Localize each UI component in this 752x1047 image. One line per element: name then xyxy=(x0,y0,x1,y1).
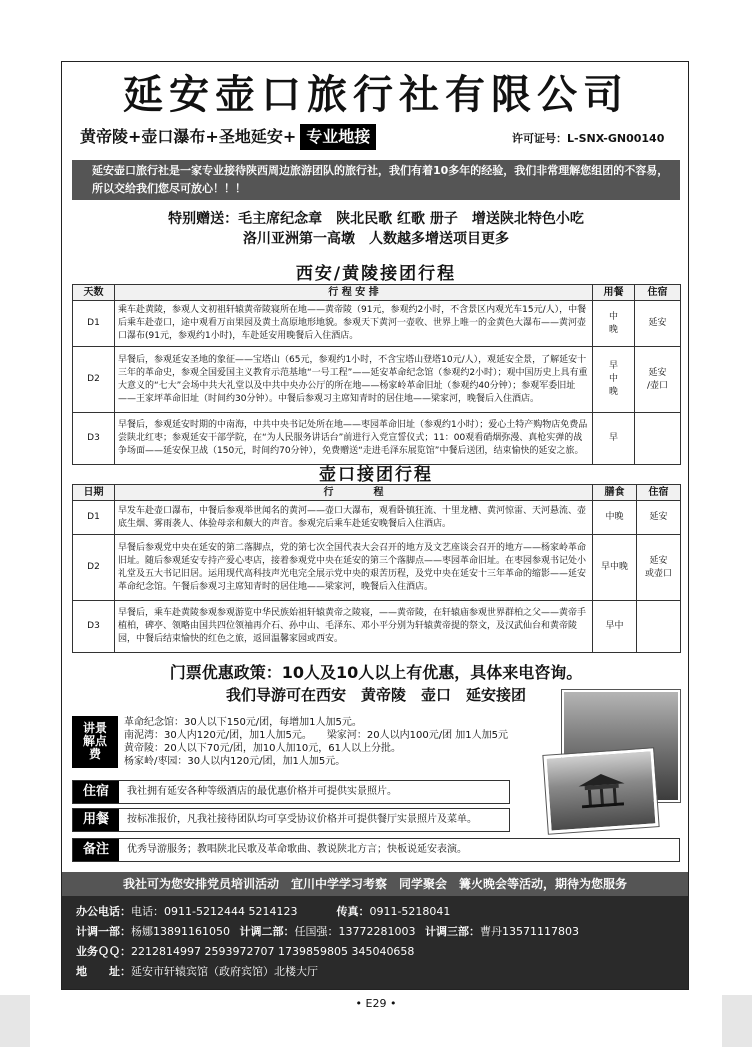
table-row xyxy=(73,413,681,465)
service-remarks xyxy=(72,838,680,862)
service-text: 优秀导游服务；教唱陕北民歌及革命歌曲、教说陕北方言；快板说延安表演。 xyxy=(127,844,467,855)
meal-cell: 早 xyxy=(593,413,635,465)
col-meal: 膳食 xyxy=(593,485,637,501)
table-row xyxy=(73,501,681,535)
col-stay: 住宿 xyxy=(635,285,681,301)
qq-label: 业务ＱＱ： xyxy=(76,945,131,958)
page-frame xyxy=(61,61,689,990)
fee-line: 南泥湾：30人内120元/团，加1人加5元。 梁家河：20人以内100元/团 加1人加5元 xyxy=(124,730,508,741)
ticket-policy: 门票优惠政策：10人及10人以上有优惠，具体来电咨询。 xyxy=(169,663,583,682)
day-cell: D2 xyxy=(73,535,115,601)
stay-cell: 延安 或壶口 xyxy=(637,535,681,601)
meal-cell: 早中晚 xyxy=(593,535,637,601)
col-route: 行 程 xyxy=(115,485,593,501)
route-subtitle xyxy=(80,124,376,150)
schedule-cell: 早餐后，参观延安圣地的象征——宝塔山（65元，参观约1小时，不含宝塔山登塔10元/人），观延安全景，了解延安十三年的革命史，参观全国爱国主义教育示范基地“一号工程”——延安革命纪念馆（参观约2小时）；观中国历史上具有重大意义的“七大”会场中共大礼堂以及中共中央办公厅的所在地——杨家岭革命旧址（参观约40分钟）；参观军委旧址——王家坪革命旧址（时间约30分钟）。中餐后参观习主席知青时的居住地——梁家河，晚餐后入住酒店。 xyxy=(115,347,593,413)
gift-line-1: 特别赠送：毛主席纪念章 陕北民歌 红歌 册子 增送陕北特色小吃 xyxy=(168,211,584,227)
schedule-cell: 早餐后参观党中央在延安的第二落脚点，党的第七次全国代表大会召开的地方及文艺座谈会召开的地方——杨家岭革命旧址。随后参观延安专持产爱心枣店，接着参观党中央在延安的第三个落脚点——枣园革命旧址。在枣园参观书记处小礼堂及五大书记旧居。运用现代高科技声光电完全展示党中央的艰苦历程，及党中央在延安十三年革命的缩影——延安革命纪念馆。午餐后参观习主席知青时的居住地——梁家河，晚餐后入住酒店。 xyxy=(115,535,593,601)
dispatch-3-contact: 曹丹13571117803 xyxy=(479,925,579,938)
contact-dispatch-row xyxy=(76,922,674,942)
address-label: 地 址： xyxy=(76,965,131,978)
admission-fee-block xyxy=(72,716,562,768)
pavilion-icon xyxy=(576,769,628,808)
day-cell: D1 xyxy=(73,501,115,535)
schedule-cell: 早餐后，参观延安时期的中南海，中共中央书记处所在地——枣园革命旧址（参观约1小时）；爱心土特产购物店免费品尝陕北红枣；参观延安干部学院，在“为人民服务讲话台”前进行入党宣誓仪式；11：00观看硝烟弥漫、真枪实弹的战争场面——延安保卫战（150元，时间约70分钟），免费赠送“走进毛泽东展览馆”中餐后送团，结束愉快的延安之旅。 xyxy=(115,413,593,465)
day-cell: D3 xyxy=(73,413,115,465)
service-accommodation xyxy=(72,780,510,804)
meal-cell: 中 晚 xyxy=(593,301,635,347)
dispatch-2-label: 计调二部： xyxy=(239,925,295,938)
fax-number: 0911-5218041 xyxy=(369,905,451,918)
meal-cell: 早 中 晚 xyxy=(593,347,635,413)
dispatch-2-contact: 任国强：13772281003 xyxy=(294,925,416,938)
stay-cell xyxy=(635,413,681,465)
activity-banner: 我社可为您安排党员培训活动 宜川中学学习考察 同学聚会 篝火晚会等活动，期待为您服务 xyxy=(62,872,688,896)
address-text: 延安市轩辕宾馆（政府宾馆）北楼大厅 xyxy=(131,965,318,978)
table-row xyxy=(73,601,681,653)
schedule-cell: 早发车赴壶口瀑布，中餐后参观举世闻名的黄河——壶口大瀑布，观看卧镇狂流、十里龙槽、黄河惊雷、天河悬流、壶底生烟、雾雨袭人、体验母亲和颇大的声音。参观完后乘车赴延安晚餐后入住酒店。 xyxy=(115,501,593,535)
stay-cell: 延安 xyxy=(637,501,681,535)
col-schedule: 行 程 安 排 xyxy=(115,285,593,301)
schedule-cell: 乘车赴黄陵，参观人文初祖轩辕黄帝陵寝所在地——黄帝陵（91元，参观约2小时，不含景区内观光车15元/人），中餐后乘车赴壶口，途中观看万亩果园及黄土高原地形地貌。参观天下黄河一壶收、世界上唯一的金黄色大瀑布——黄河壶口瀑布(91元，参观约1小时)，车赴延安用晚餐后入住酒店。 xyxy=(115,301,593,347)
hukou-itinerary-table xyxy=(72,484,681,653)
col-date: 日期 xyxy=(73,485,115,501)
meal-cell: 早中 xyxy=(593,601,637,653)
page-edge-right xyxy=(722,995,752,1047)
fee-line: 杨家岭/枣园：30人以内120元/团，加1人加5元。 xyxy=(124,756,346,767)
contact-office-row xyxy=(76,902,674,922)
service-meals xyxy=(72,808,510,832)
contact-address-row xyxy=(76,962,674,982)
route-text: 黄帝陵+壶口瀑布+圣地延安+ xyxy=(80,127,297,146)
service-text: 按标准报价，凡我社接待团队均可享受协议价格并可提供餐厅实景照片及菜单。 xyxy=(127,814,477,825)
dispatch-3-label: 计调三部： xyxy=(424,925,480,938)
contact-panel xyxy=(62,896,688,989)
fee-line: 黄帝陵：20人以下70元/团，加10人加10元，61人以上分批。 xyxy=(124,743,401,754)
page-edge-left xyxy=(0,995,30,1047)
schedule-cell: 早餐后，乘车赴黄陵参观参观游览中华民族始祖轩辕黄帝之陵寝，——黄帝陵，在轩辕庙参观世界群柏之父——黄帝手植柏，碑亭、领略由国共四位领袖再介石、孙中山、毛泽东、邓小平分别为轩辕黄帝提的祭文，及汉武仙台和黄帝陵园，中餐后结束愉快的红色之旅，返回温馨家园或西安。 xyxy=(115,601,593,653)
table-row xyxy=(73,301,681,347)
day-cell: D2 xyxy=(73,347,115,413)
day-cell: D1 xyxy=(73,301,115,347)
table-row xyxy=(73,347,681,413)
office-label: 办公电话： xyxy=(76,905,131,918)
service-tag: 备注 xyxy=(73,839,119,861)
qq-numbers: 2212814997 2593972707 1739859805 345040658 xyxy=(131,945,415,958)
xian-itinerary-table xyxy=(72,284,681,465)
col-meal: 用餐 xyxy=(593,285,635,301)
table-header-row xyxy=(73,485,681,501)
xian-section-title: 西安/黄陵接团行程 xyxy=(295,264,457,284)
fax-label: 传真： xyxy=(336,905,370,918)
contact-qq-row xyxy=(76,942,674,962)
intro-text: 延安壶口旅行社是一家专业接待陕西周边旅游团队的旅行社，我们有着10多年的经验，我们非常理解您组团的不容易，所以交给我们您尽可放心！！！ xyxy=(72,160,680,200)
table-header-row xyxy=(73,285,681,301)
dispatch-1-contact: 杨娜13891161050 xyxy=(131,925,230,938)
day-cell: D3 xyxy=(73,601,115,653)
service-tag: 住宿 xyxy=(73,781,119,803)
col-day: 天数 xyxy=(73,285,115,301)
table-row xyxy=(73,535,681,601)
meal-cell: 中晚 xyxy=(593,501,637,535)
hukou-section-title: 壶口接团行程 xyxy=(319,465,433,485)
stay-cell: 延安 /壶口 xyxy=(635,347,681,413)
service-tag: 专业地接 xyxy=(300,124,376,150)
stay-cell xyxy=(637,601,681,653)
company-title: 延安壶口旅行社有限公司 xyxy=(123,72,629,118)
guide-coverage: 我们导游可在西安 黄帝陵 壶口 延安接团 xyxy=(225,686,526,704)
col-stay: 住宿 xyxy=(637,485,681,501)
service-text: 我社拥有延安各种等级酒店的最优惠价格并可提供实景照片。 xyxy=(127,786,397,797)
service-tag: 用餐 xyxy=(73,809,119,831)
license-number: 许可证号：L-SNX-GN00140 xyxy=(512,132,665,145)
fee-badge: 讲景 解点 费 xyxy=(72,716,118,768)
fee-lines xyxy=(124,716,508,768)
stay-cell: 延安 xyxy=(635,301,681,347)
fee-line: 革命纪念馆：30人以下150元/团，每增加1人加5元。 xyxy=(124,717,362,728)
page-number: • E29 • xyxy=(355,997,397,1010)
office-phone: 电话：0911-5212444 5214123 xyxy=(131,905,298,918)
dispatch-1-label: 计调一部： xyxy=(76,925,131,938)
gift-line-2: 洛川亚洲第一高墩 人数越多增送项目更多 xyxy=(243,231,509,247)
